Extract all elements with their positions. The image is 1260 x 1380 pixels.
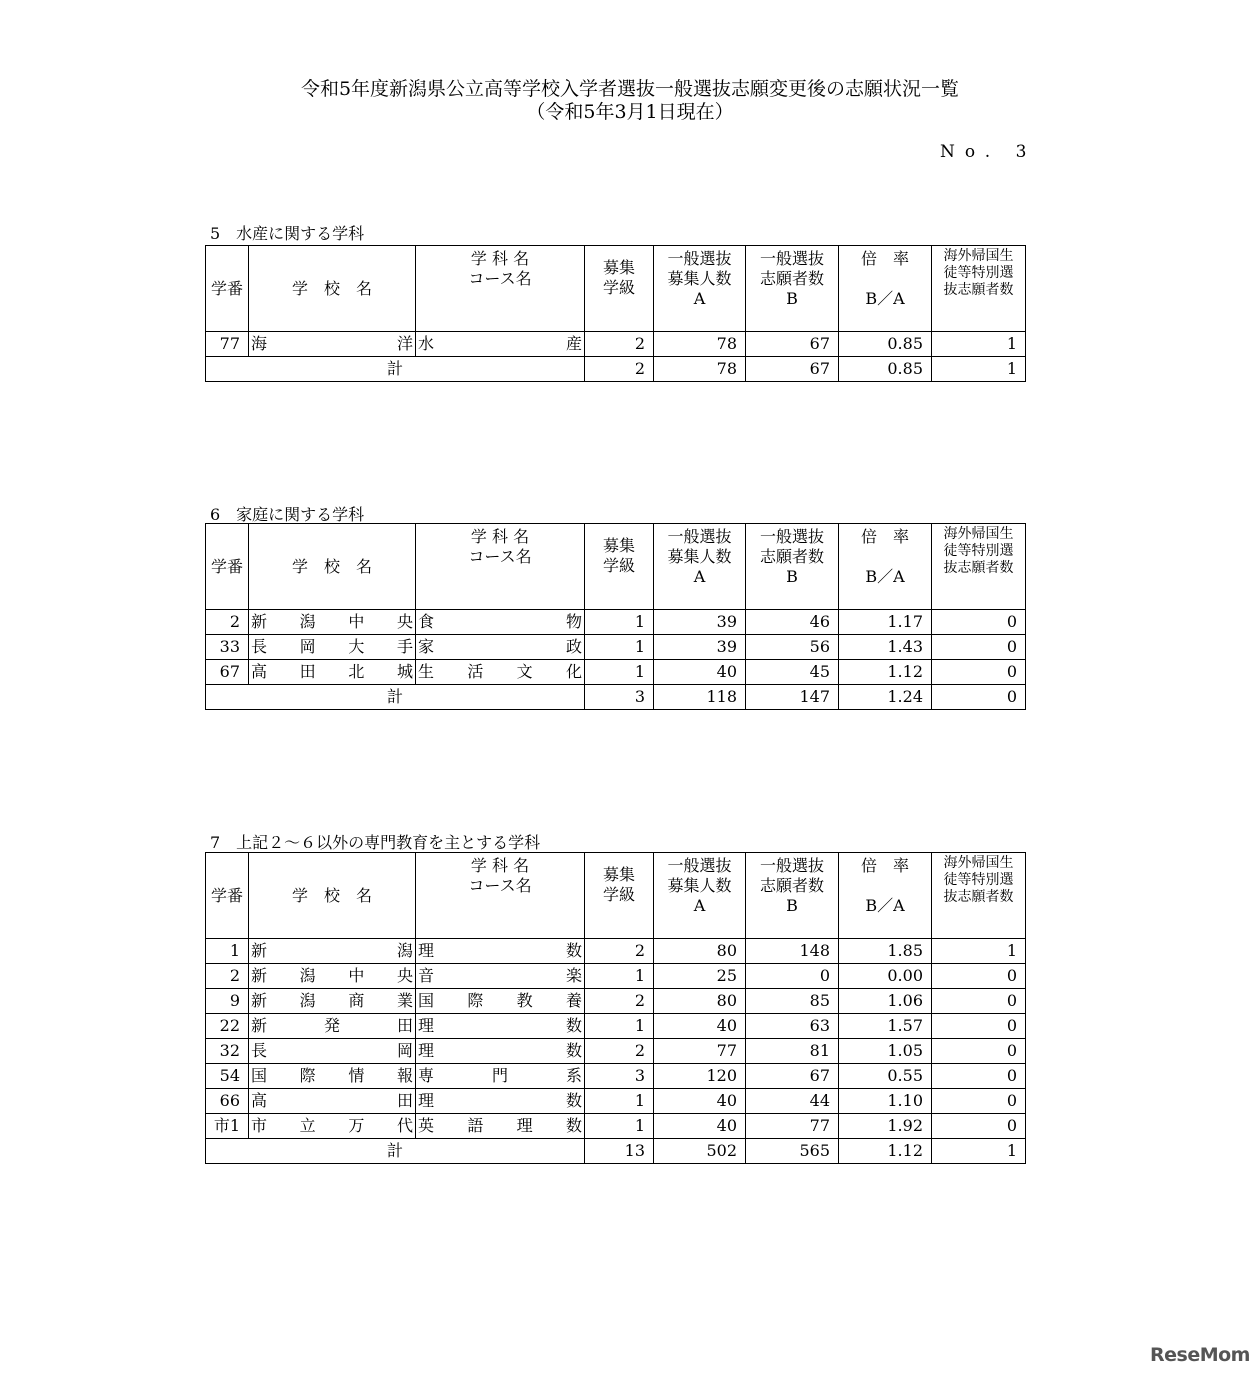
ratio: 0.55 (839, 1064, 932, 1089)
classes: 2 (585, 332, 654, 357)
school-number: 66 (206, 1089, 249, 1114)
capacity-a: 39 (654, 610, 746, 635)
header-classes-line1: 募集 (602, 536, 635, 555)
department-name: 理数 (416, 939, 585, 964)
applicants-b: 67 (746, 332, 839, 357)
ratio: 1.43 (839, 635, 932, 660)
header-dept-line1: 学 科 名 (470, 856, 530, 875)
school-name: 長岡 (249, 1039, 416, 1064)
school-number: 33 (206, 635, 249, 660)
school-name: 新潟 (249, 939, 416, 964)
header-capacity (654, 524, 746, 610)
header-applicants (746, 853, 839, 939)
classes: 1 (585, 964, 654, 989)
header-dept (416, 853, 585, 939)
capacity-a: 25 (654, 964, 746, 989)
capacity-a: 40 (654, 660, 746, 685)
classes: 1 (585, 1014, 654, 1039)
school-number: 54 (206, 1064, 249, 1089)
total-label: 計 (206, 357, 585, 382)
school-number: 32 (206, 1039, 249, 1064)
ratio: 1.10 (839, 1089, 932, 1114)
header-no: 学番 (206, 524, 249, 610)
total-applicants: 67 (746, 357, 839, 382)
page-number: No. 3 (940, 142, 1037, 162)
school-name: 高田北城 (249, 660, 416, 685)
header-capacity-line3: A (693, 896, 706, 915)
capacity-a: 120 (654, 1064, 746, 1089)
table-row (206, 1014, 1026, 1039)
total-label: 計 (206, 685, 585, 710)
table-row (206, 939, 1026, 964)
ratio: 1.17 (839, 610, 932, 635)
department-name: 食物 (416, 610, 585, 635)
department-name: 理数 (416, 1039, 585, 1064)
returnee-applicants: 0 (932, 1114, 1026, 1139)
total-classes: 3 (585, 685, 654, 710)
header-applicants-line1: 一般選抜 (759, 527, 824, 546)
section-title: 7 上記２～６以外の専門教育を主とする学科 (210, 833, 541, 852)
header-returnees-line3: 抜志願者数 (943, 560, 1014, 576)
header-no: 学番 (206, 853, 249, 939)
school-number: 22 (206, 1014, 249, 1039)
returnee-applicants: 1 (932, 939, 1026, 964)
returnee-applicants: 0 (932, 1089, 1026, 1114)
header-classes-line1: 募集 (602, 865, 635, 884)
header-returnees-line3: 抜志願者数 (943, 889, 1014, 905)
school-number: 2 (206, 964, 249, 989)
school-name: 新潟中央 (249, 964, 416, 989)
header-returnees-line1: 海外帰国生 (943, 855, 1014, 871)
header-dept-line1: 学 科 名 (470, 527, 530, 546)
returnee-applicants: 0 (932, 964, 1026, 989)
header-returnees (932, 246, 1026, 332)
classes: 1 (585, 660, 654, 685)
total-ratio: 1.12 (839, 1139, 932, 1164)
header-capacity-line2: 募集人数 (667, 876, 732, 895)
capacity-a: 40 (654, 1089, 746, 1114)
header-ratio-line2: B／A (865, 289, 905, 308)
school-name: 市立万代 (249, 1114, 416, 1139)
header-applicants-line2: 志願者数 (759, 269, 824, 288)
header-capacity (654, 246, 746, 332)
header-classes-line2: 学級 (602, 885, 635, 904)
school-name: 新発田 (249, 1014, 416, 1039)
header-returnees-line2: 徒等特別選 (943, 543, 1014, 559)
department-name: 英語理数 (416, 1114, 585, 1139)
total-returnees: 0 (932, 685, 1026, 710)
header-ratio (839, 524, 932, 610)
table-header (206, 853, 1026, 939)
header-applicants (746, 524, 839, 610)
header-dept (416, 246, 585, 332)
applicants-b: 63 (746, 1014, 839, 1039)
header-dept-line2: コース名 (468, 269, 532, 288)
department-name: 理数 (416, 1089, 585, 1114)
classes: 2 (585, 989, 654, 1014)
header-ratio-line1: 倍 率 (860, 527, 909, 546)
header-capacity-line1: 一般選抜 (667, 249, 732, 268)
header-capacity-line1: 一般選抜 (667, 527, 732, 546)
total-classes: 2 (585, 357, 654, 382)
header-applicants-line2: 志願者数 (759, 876, 824, 895)
total-label: 計 (206, 1139, 585, 1164)
returnee-applicants: 0 (932, 1014, 1026, 1039)
applicants-b: 0 (746, 964, 839, 989)
section-title: 5 水産に関する学科 (210, 224, 365, 243)
applicant-table (205, 523, 1026, 710)
header-capacity-line1: 一般選抜 (667, 856, 732, 875)
school-number: 1 (206, 939, 249, 964)
total-row (206, 1139, 1026, 1164)
header-capacity-line2: 募集人数 (667, 547, 732, 566)
applicants-b: 67 (746, 1064, 839, 1089)
school-number: 67 (206, 660, 249, 685)
total-returnees: 1 (932, 357, 1026, 382)
total-capacity: 502 (654, 1139, 746, 1164)
table-row (206, 1089, 1026, 1114)
applicants-b: 148 (746, 939, 839, 964)
capacity-a: 80 (654, 939, 746, 964)
capacity-a: 40 (654, 1014, 746, 1039)
table-header (206, 246, 1026, 332)
header-dept (416, 524, 585, 610)
department-name: 水産 (416, 332, 585, 357)
applicants-b: 77 (746, 1114, 839, 1139)
header-ratio-line1: 倍 率 (860, 249, 909, 268)
total-row (206, 685, 1026, 710)
document-title: 令和5年度新潟県公立高等学校入学者選抜一般選抜志願変更後の志願状況一覧 (300, 78, 960, 100)
total-capacity: 78 (654, 357, 746, 382)
table-row (206, 1064, 1026, 1089)
capacity-a: 77 (654, 1039, 746, 1064)
ratio: 1.12 (839, 660, 932, 685)
school-name: 長岡大手 (249, 635, 416, 660)
capacity-a: 78 (654, 332, 746, 357)
applicants-b: 46 (746, 610, 839, 635)
school-number: 9 (206, 989, 249, 1014)
table-row (206, 1114, 1026, 1139)
classes: 1 (585, 635, 654, 660)
classes: 2 (585, 939, 654, 964)
returnee-applicants: 0 (932, 610, 1026, 635)
header-returnees (932, 524, 1026, 610)
header-school: 学 校 名 (249, 524, 416, 610)
ratio: 0.00 (839, 964, 932, 989)
applicants-b: 45 (746, 660, 839, 685)
header-applicants-line3: B (786, 567, 798, 586)
header-returnees (932, 853, 1026, 939)
header-returnees-line2: 徒等特別選 (943, 265, 1014, 281)
header-returnees-line3: 抜志願者数 (943, 282, 1014, 298)
header-capacity-line3: A (693, 567, 706, 586)
header-returnees-line1: 海外帰国生 (943, 248, 1014, 264)
department-name: 音楽 (416, 964, 585, 989)
header-capacity (654, 853, 746, 939)
applicant-table (205, 245, 1026, 382)
total-applicants: 565 (746, 1139, 839, 1164)
header-classes (585, 524, 654, 610)
department-name: 国際教養 (416, 989, 585, 1014)
ratio: 1.92 (839, 1114, 932, 1139)
school-number: 2 (206, 610, 249, 635)
applicants-b: 56 (746, 635, 839, 660)
classes: 1 (585, 610, 654, 635)
ratio: 1.06 (839, 989, 932, 1014)
applicants-b: 44 (746, 1089, 839, 1114)
table-row (206, 635, 1026, 660)
header-classes (585, 853, 654, 939)
capacity-a: 80 (654, 989, 746, 1014)
header-applicants-line1: 一般選抜 (759, 249, 824, 268)
header-dept-line1: 学 科 名 (470, 249, 530, 268)
header-capacity-line3: A (693, 289, 706, 308)
header-dept-line2: コース名 (468, 547, 532, 566)
capacity-a: 40 (654, 1114, 746, 1139)
total-returnees: 1 (932, 1139, 1026, 1164)
table-row (206, 332, 1026, 357)
table-row (206, 1039, 1026, 1064)
school-name: 新潟商業 (249, 989, 416, 1014)
school-name: 高田 (249, 1089, 416, 1114)
school-name: 新潟中央 (249, 610, 416, 635)
header-classes (585, 246, 654, 332)
header-classes-line2: 学級 (602, 556, 635, 575)
school-name: 国際情報 (249, 1064, 416, 1089)
section-title: 6 家庭に関する学科 (210, 505, 365, 524)
returnee-applicants: 1 (932, 332, 1026, 357)
total-capacity: 118 (654, 685, 746, 710)
table-header (206, 524, 1026, 610)
resemom-logo: ReseMom (1150, 1344, 1250, 1366)
document-subtitle: （令和5年3月1日現在） (526, 101, 734, 123)
returnee-applicants: 0 (932, 1039, 1026, 1064)
school-number: 77 (206, 332, 249, 357)
header-returnees-line1: 海外帰国生 (943, 526, 1014, 542)
school-name: 海洋 (249, 332, 416, 357)
returnee-applicants: 0 (932, 660, 1026, 685)
ratio: 1.85 (839, 939, 932, 964)
header-applicants-line2: 志願者数 (759, 547, 824, 566)
department-name: 生活文化 (416, 660, 585, 685)
classes: 1 (585, 1114, 654, 1139)
header-ratio (839, 246, 932, 332)
header-capacity-line2: 募集人数 (667, 269, 732, 288)
header-school: 学 校 名 (249, 246, 416, 332)
header-classes-line1: 募集 (602, 258, 635, 277)
applicants-b: 81 (746, 1039, 839, 1064)
total-classes: 13 (585, 1139, 654, 1164)
table-row (206, 989, 1026, 1014)
classes: 3 (585, 1064, 654, 1089)
table-row (206, 964, 1026, 989)
ratio: 1.05 (839, 1039, 932, 1064)
header-classes-line2: 学級 (602, 278, 635, 297)
returnee-applicants: 0 (932, 635, 1026, 660)
department-name: 理数 (416, 1014, 585, 1039)
total-ratio: 0.85 (839, 357, 932, 382)
header-applicants (746, 246, 839, 332)
capacity-a: 39 (654, 635, 746, 660)
classes: 2 (585, 1039, 654, 1064)
header-returnees-line2: 徒等特別選 (943, 872, 1014, 888)
header-ratio-line2: B／A (865, 896, 905, 915)
classes: 1 (585, 1089, 654, 1114)
total-ratio: 1.24 (839, 685, 932, 710)
ratio: 0.85 (839, 332, 932, 357)
department-name: 専門系 (416, 1064, 585, 1089)
header-applicants-line3: B (786, 289, 798, 308)
department-name: 家政 (416, 635, 585, 660)
ratio: 1.57 (839, 1014, 932, 1039)
returnee-applicants: 0 (932, 989, 1026, 1014)
header-ratio-line1: 倍 率 (860, 856, 909, 875)
table-row (206, 610, 1026, 635)
school-number: 市1 (206, 1114, 249, 1139)
applicants-b: 85 (746, 989, 839, 1014)
returnee-applicants: 0 (932, 1064, 1026, 1089)
header-applicants-line3: B (786, 896, 798, 915)
header-applicants-line1: 一般選抜 (759, 856, 824, 875)
header-school: 学 校 名 (249, 853, 416, 939)
total-applicants: 147 (746, 685, 839, 710)
header-ratio-line2: B／A (865, 567, 905, 586)
total-row (206, 357, 1026, 382)
header-no: 学番 (206, 246, 249, 332)
header-dept-line2: コース名 (468, 876, 532, 895)
table-row (206, 660, 1026, 685)
applicant-table (205, 852, 1026, 1164)
header-ratio (839, 853, 932, 939)
